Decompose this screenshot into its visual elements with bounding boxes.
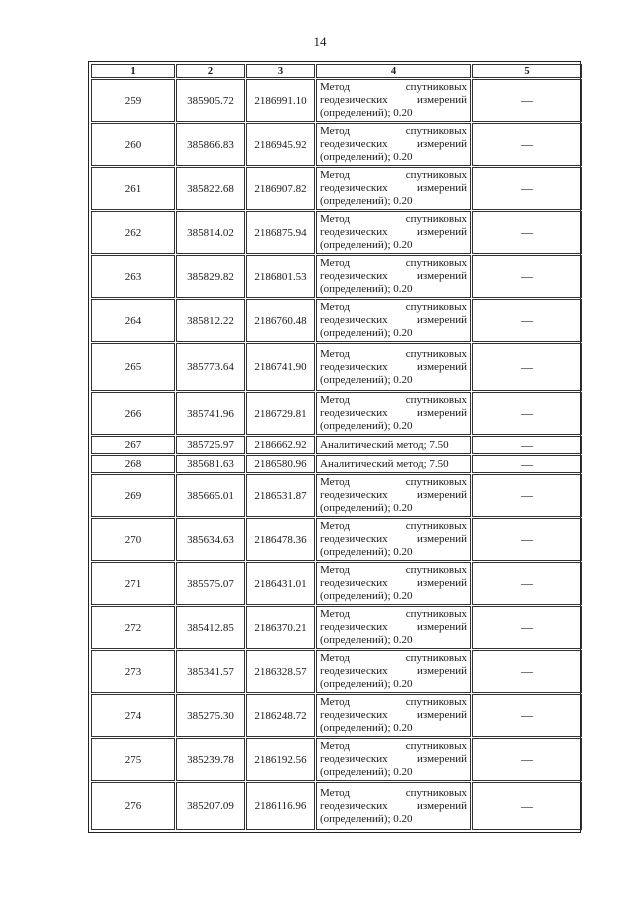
table-row bbox=[91, 694, 582, 737]
coordinate-y-cell: 2186991.10 bbox=[246, 79, 315, 122]
coordinate-x-cell: 385773.64 bbox=[176, 343, 245, 391]
coordinate-x-cell: 385866.83 bbox=[176, 123, 245, 166]
method-text-line: Метод спутниковых bbox=[320, 169, 467, 181]
coordinate-y-cell: 2186531.87 bbox=[246, 474, 315, 517]
coordinate-y-cell: 2186116.96 bbox=[246, 782, 315, 830]
coordinate-y-cell: 2186801.53 bbox=[246, 255, 315, 298]
method-text-line: (определений); 0.20 bbox=[320, 239, 413, 251]
method-text-line: Метод спутниковых bbox=[320, 213, 467, 225]
coordinate-y-cell: 2186431.01 bbox=[246, 562, 315, 605]
method-accuracy-cell bbox=[316, 167, 471, 210]
description-cell: — bbox=[472, 255, 582, 298]
method-text-line: (определений); 0.20 bbox=[320, 195, 413, 207]
description-cell: — bbox=[472, 343, 582, 391]
table-row bbox=[91, 455, 582, 473]
table-row bbox=[91, 518, 582, 561]
description-cell: — bbox=[472, 455, 582, 473]
point-number-cell: 263 bbox=[91, 255, 175, 298]
point-number-cell: 267 bbox=[91, 436, 175, 454]
coordinate-y-cell: 2186328.57 bbox=[246, 650, 315, 693]
description-cell: — bbox=[472, 123, 582, 166]
coordinate-y-cell: 2186875.94 bbox=[246, 211, 315, 254]
description-cell: — bbox=[472, 518, 582, 561]
method-text-line: Метод спутниковых bbox=[320, 652, 467, 664]
method-accuracy-cell bbox=[316, 606, 471, 649]
method-text-line: геодезических измерений bbox=[320, 94, 467, 106]
point-number-cell: 265 bbox=[91, 343, 175, 391]
description-cell: — bbox=[472, 211, 582, 254]
method-text-line: (определений); 0.20 bbox=[320, 502, 413, 514]
method-text-line: геодезических измерений bbox=[320, 621, 467, 633]
point-number-cell: 272 bbox=[91, 606, 175, 649]
table-row bbox=[91, 299, 582, 342]
description-cell: — bbox=[472, 782, 582, 830]
method-text-line: Метод спутниковых bbox=[320, 786, 467, 799]
method-text-line: Метод спутниковых bbox=[320, 394, 467, 406]
point-number-cell: 269 bbox=[91, 474, 175, 517]
method-text-line: (определений); 0.20 bbox=[320, 107, 413, 119]
method-accuracy-cell bbox=[316, 474, 471, 517]
table-row bbox=[91, 562, 582, 605]
coordinate-x-cell: 385741.96 bbox=[176, 392, 245, 435]
method-accuracy-cell bbox=[316, 562, 471, 605]
method-text-line: Метод спутниковых bbox=[320, 125, 467, 137]
method-text-line: геодезических измерений bbox=[320, 270, 467, 282]
method-accuracy-cell bbox=[316, 738, 471, 781]
table-row bbox=[91, 211, 582, 254]
method-text-line: Метод спутниковых bbox=[320, 564, 467, 576]
description-cell: — bbox=[472, 79, 582, 122]
table-row bbox=[91, 343, 582, 391]
method-text-line: (определений); 0.20 bbox=[320, 766, 413, 778]
method-text-line: (определений); 0.20 bbox=[320, 420, 413, 432]
coordinate-x-cell: 385814.02 bbox=[176, 211, 245, 254]
method-text-line: геодезических измерений bbox=[320, 577, 467, 589]
method-accuracy-cell bbox=[316, 343, 471, 391]
method-text-line: Метод спутниковых bbox=[320, 476, 467, 488]
coordinate-x-cell: 385665.01 bbox=[176, 474, 245, 517]
table-row bbox=[91, 167, 582, 210]
coordinate-y-cell: 2186760.48 bbox=[246, 299, 315, 342]
header-col-3: 3 bbox=[246, 64, 315, 78]
coordinate-x-cell: 385822.68 bbox=[176, 167, 245, 210]
point-number-cell: 271 bbox=[91, 562, 175, 605]
method-text-line: Метод спутниковых bbox=[320, 347, 467, 360]
coordinates-table bbox=[90, 63, 583, 831]
method-text-line: геодезических измерений bbox=[320, 533, 467, 545]
coordinate-x-cell: 385681.63 bbox=[176, 455, 245, 473]
header-col-5: 5 bbox=[472, 64, 582, 78]
point-number-cell: 275 bbox=[91, 738, 175, 781]
table-row bbox=[91, 474, 582, 517]
page-number: 14 bbox=[313, 34, 327, 49]
coordinate-x-cell: 385275.30 bbox=[176, 694, 245, 737]
table-header-row bbox=[91, 64, 582, 78]
method-text-line: (определений); 0.20 bbox=[320, 722, 413, 734]
method-accuracy-cell bbox=[316, 518, 471, 561]
point-number-cell: 270 bbox=[91, 518, 175, 561]
coordinate-x-cell: 385829.82 bbox=[176, 255, 245, 298]
table-row bbox=[91, 392, 582, 435]
method-text-line: геодезических измерений bbox=[320, 753, 467, 765]
coordinate-y-cell: 2186945.92 bbox=[246, 123, 315, 166]
method-text-line: Метод спутниковых bbox=[320, 257, 467, 269]
table-row bbox=[91, 255, 582, 298]
description-cell: — bbox=[472, 606, 582, 649]
point-number-cell: 262 bbox=[91, 211, 175, 254]
method-text-line: геодезических измерений bbox=[320, 709, 467, 721]
method-text: Аналитический метод; 7.50 bbox=[320, 438, 449, 451]
coordinate-x-cell: 385575.07 bbox=[176, 562, 245, 605]
method-text-line: геодезических измерений bbox=[320, 182, 467, 194]
method-accuracy-cell bbox=[316, 299, 471, 342]
method-text-line: геодезических измерений bbox=[320, 407, 467, 419]
point-number-cell: 273 bbox=[91, 650, 175, 693]
method-accuracy-cell bbox=[316, 782, 471, 830]
coordinate-y-cell: 2186478.36 bbox=[246, 518, 315, 561]
method-accuracy-cell bbox=[316, 650, 471, 693]
description-cell: — bbox=[472, 474, 582, 517]
method-accuracy-cell bbox=[316, 123, 471, 166]
method-text-line: геодезических измерений bbox=[320, 360, 467, 373]
table-body bbox=[91, 79, 582, 830]
method-text-line: геодезических измерений bbox=[320, 489, 467, 501]
method-text-line: (определений); 0.20 bbox=[320, 678, 413, 690]
coordinate-x-cell: 385239.78 bbox=[176, 738, 245, 781]
description-cell: — bbox=[472, 694, 582, 737]
method-text-line: Метод спутниковых bbox=[320, 81, 467, 93]
coordinate-y-cell: 2186662.92 bbox=[246, 436, 315, 454]
method-text-line: Метод спутниковых bbox=[320, 301, 467, 313]
method-text-line: (определений); 0.20 bbox=[320, 634, 413, 646]
description-cell: — bbox=[472, 392, 582, 435]
method-text-line: геодезических измерений bbox=[320, 314, 467, 326]
table-row bbox=[91, 650, 582, 693]
method-accuracy-cell bbox=[316, 211, 471, 254]
coordinate-x-cell: 385412.85 bbox=[176, 606, 245, 649]
method-text-line: геодезических измерений bbox=[320, 665, 467, 677]
method-text: Аналитический метод; 7.50 bbox=[320, 457, 449, 470]
header-col-2: 2 bbox=[176, 64, 245, 78]
method-text-line: Метод спутниковых bbox=[320, 608, 467, 620]
method-text-line: (определений); 0.20 bbox=[320, 327, 413, 339]
coordinate-y-cell: 2186192.56 bbox=[246, 738, 315, 781]
method-text-line: (определений); 0.20 bbox=[320, 590, 413, 602]
header-col-1: 1 bbox=[91, 64, 175, 78]
table-row bbox=[91, 738, 582, 781]
header-col-4: 4 bbox=[316, 64, 471, 78]
coordinate-y-cell: 2186729.81 bbox=[246, 392, 315, 435]
coordinate-x-cell: 385905.72 bbox=[176, 79, 245, 122]
description-cell: — bbox=[472, 650, 582, 693]
method-text-line: (определений); 0.20 bbox=[320, 151, 413, 163]
method-text-line: (определений); 0.20 bbox=[320, 546, 413, 558]
coordinate-y-cell: 2186370.21 bbox=[246, 606, 315, 649]
point-number-cell: 266 bbox=[91, 392, 175, 435]
method-text-line: Метод спутниковых bbox=[320, 520, 467, 532]
description-cell: — bbox=[472, 167, 582, 210]
coordinate-x-cell: 385812.22 bbox=[176, 299, 245, 342]
method-accuracy-cell bbox=[316, 255, 471, 298]
coordinate-x-cell: 385634.63 bbox=[176, 518, 245, 561]
coordinate-y-cell: 2186248.72 bbox=[246, 694, 315, 737]
point-number-cell: 259 bbox=[91, 79, 175, 122]
point-number-cell: 264 bbox=[91, 299, 175, 342]
method-text-line: (определений); 0.20 bbox=[320, 812, 413, 825]
method-text-line: (определений); 0.20 bbox=[320, 283, 413, 295]
method-accuracy-cell bbox=[316, 79, 471, 122]
point-number-cell: 276 bbox=[91, 782, 175, 830]
table-row bbox=[91, 79, 582, 122]
description-cell: — bbox=[472, 436, 582, 454]
description-cell: — bbox=[472, 299, 582, 342]
description-cell: — bbox=[472, 562, 582, 605]
method-accuracy-cell bbox=[316, 455, 471, 473]
method-text-line: Метод спутниковых bbox=[320, 696, 467, 708]
table-row bbox=[91, 123, 582, 166]
point-number-cell: 261 bbox=[91, 167, 175, 210]
coordinate-x-cell: 385207.09 bbox=[176, 782, 245, 830]
method-text-line: геодезических измерений bbox=[320, 226, 467, 238]
coordinates-table-frame bbox=[88, 61, 581, 833]
table-row bbox=[91, 606, 582, 649]
coordinate-x-cell: 385341.57 bbox=[176, 650, 245, 693]
method-accuracy-cell bbox=[316, 694, 471, 737]
description-cell: — bbox=[472, 738, 582, 781]
method-text-line: геодезических измерений bbox=[320, 799, 467, 812]
method-text-line: (определений); 0.20 bbox=[320, 373, 413, 386]
method-text-line: геодезических измерений bbox=[320, 138, 467, 150]
table-row bbox=[91, 782, 582, 830]
method-accuracy-cell bbox=[316, 392, 471, 435]
coordinate-x-cell: 385725.97 bbox=[176, 436, 245, 454]
table-row bbox=[91, 436, 582, 454]
point-number-cell: 274 bbox=[91, 694, 175, 737]
method-text-line: Метод спутниковых bbox=[320, 740, 467, 752]
coordinate-y-cell: 2186580.96 bbox=[246, 455, 315, 473]
point-number-cell: 268 bbox=[91, 455, 175, 473]
coordinate-y-cell: 2186741.90 bbox=[246, 343, 315, 391]
method-accuracy-cell bbox=[316, 436, 471, 454]
point-number-cell: 260 bbox=[91, 123, 175, 166]
coordinate-y-cell: 2186907.82 bbox=[246, 167, 315, 210]
